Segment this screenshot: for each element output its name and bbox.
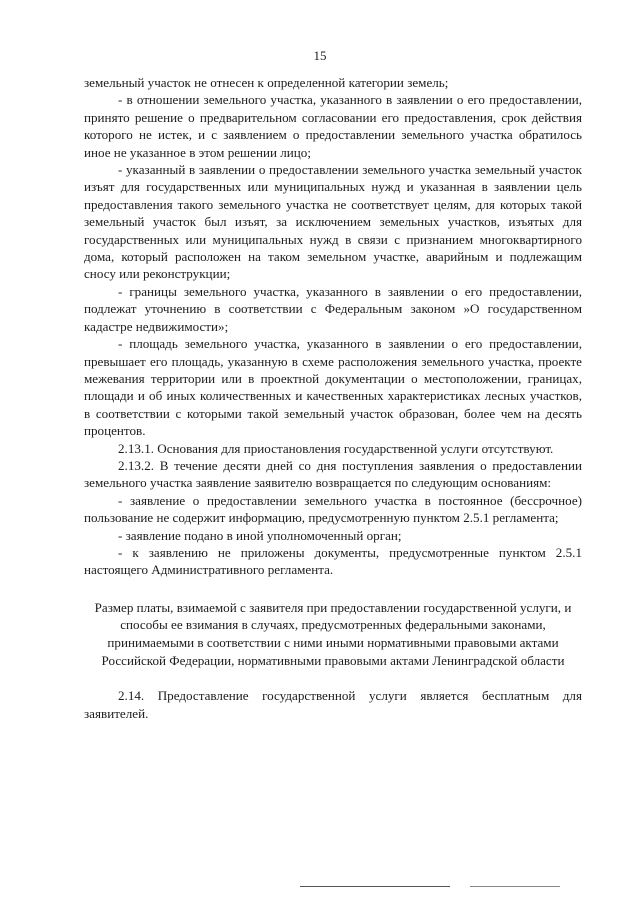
paragraph-boundaries: - границы земельного участка, указанного в заявлении о его предоставлении, подлежат уточнению в соответствии с Федеральным законом »О государственном кадастре недвижимости»; bbox=[84, 283, 582, 334]
paragraph-continuation: земельный участок не отнесен к определенной категории земель; bbox=[84, 75, 449, 90]
section-heading: Размер платы, взимаемой с заявителя при предоставлении государственной услуги, и способы ее взимания в случаях, предусмотренных федеральными законами, принимаемыми в соответствии с ними иными нормативными правовыми актами Российской Федерации, нормативными правовыми актами Ленинградской области bbox=[94, 599, 572, 668]
footer-rule bbox=[300, 886, 450, 887]
paragraph-2-14: 2.14. Предоставление государственной услуги является бесплатным для заявителей. bbox=[84, 688, 582, 721]
footer-rule-secondary bbox=[470, 886, 560, 887]
paragraph-area-exceeds: - площадь земельного участка, указанного в заявлении о его предоставлении, превышает его площадь, указанную в схеме расположения земельного участка, проекте межевания территории или в проектной документации о местоположении, границах, площади и об иных количественных и качественных характеристиках лесных участков, в соответствии с которыми такой земельный участок образован, более чем на десять процентов. bbox=[84, 336, 582, 439]
paragraph-missing-documents: - к заявлению не приложены документы, предусмотренные пунктом 2.5.1 настоящего Административного регламента. bbox=[84, 544, 582, 578]
paragraph-seized-land: - указанный в заявлении о предоставлении земельного участка земельный участок изъят для государственных или муниципальных нужд и указанная в заявлении цель предоставления такого земельного участка не соответствует целям, для которых такой земельный участок был изъят, за исключением земельных участков, изъятых для государственных или муниципальных нужд в связи с признанием многоквартирного дома, который расположен на таком земельном участке, аварийным и подлежащим сносу или реконструкции; bbox=[84, 162, 582, 282]
paragraph-other-authority: - заявление подано в иной уполномоченный орган; bbox=[118, 527, 402, 543]
page-number: 15 bbox=[313, 48, 327, 63]
document-body bbox=[84, 74, 582, 722]
paragraph-2-13-1: 2.13.1. Основания для приостановления государственной услуги отсутствуют. bbox=[118, 440, 554, 456]
paragraph-prior-decision: - в отношении земельного участка, указанного в заявлении о его предоставлении, принято решение о предварительном согласовании его предоставления, срок действия которого не истек, и с заявлением о предоставлении земельного участка обратилось иное не указанное в этом решении лицо; bbox=[84, 92, 582, 160]
paragraph-missing-info: - заявление о предоставлении земельного участка в постоянное (бессрочное) пользование не содержит информацию, предусмотренную пунктом 2.5.1 регламента; bbox=[84, 492, 582, 526]
paragraph-2-13-2: 2.13.2. В течение десяти дней со дня поступления заявления о предоставлении земельного участка заявление заявителю возвращается по следующим основаниям: bbox=[84, 457, 582, 491]
